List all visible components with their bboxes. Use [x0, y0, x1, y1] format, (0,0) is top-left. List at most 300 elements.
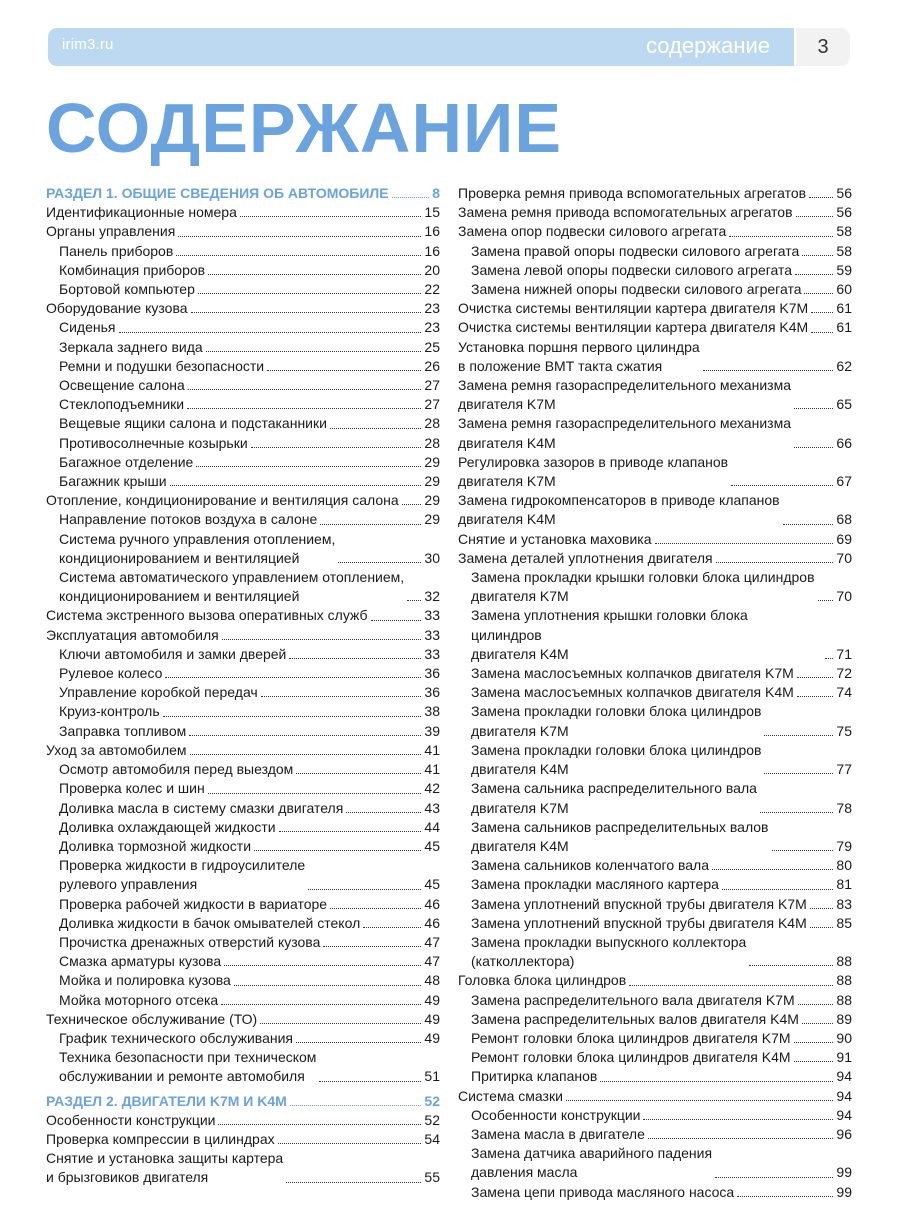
- dot-leader: [176, 255, 421, 256]
- dot-leader: [286, 1182, 421, 1183]
- toc-entry[interactable]: [46, 799, 440, 818]
- dot-leader: [170, 485, 422, 486]
- toc-entry[interactable]: [46, 914, 440, 933]
- toc-entry-title: Техника безопасности при техническом обслуживании и ремонте автомобиля: [59, 1049, 317, 1085]
- toc-entry-page: 39: [424, 722, 440, 739]
- toc-entry[interactable]: [458, 568, 852, 606]
- toc-entry-title: Органы управления: [46, 223, 176, 240]
- toc-entry[interactable]: [46, 299, 440, 318]
- dot-leader: [737, 1196, 833, 1197]
- dot-leader: [165, 677, 421, 678]
- dot-leader: [296, 773, 421, 774]
- toc-entry-title: Проверка жидкости в гидроусилителе рулевого управления: [59, 857, 306, 893]
- dot-leader: [804, 293, 833, 294]
- dot-leader: [716, 562, 834, 563]
- toc-entry-title: Прочистка дренажных отверстий кузова: [59, 933, 321, 950]
- toc-entry-page: 78: [836, 799, 852, 816]
- toc-entry-title: Уход за автомобилем: [46, 741, 187, 758]
- toc-entry-page: 81: [836, 876, 852, 893]
- toc-entry-page: 62: [836, 357, 852, 374]
- toc-entry-page: 80: [836, 857, 852, 874]
- toc-entry[interactable]: [458, 184, 852, 203]
- toc-entry[interactable]: [46, 203, 440, 222]
- toc-entry[interactable]: [458, 1106, 852, 1125]
- dot-leader: [703, 370, 834, 371]
- toc-entry-page: 58: [836, 242, 852, 259]
- header-section-title: содержание: [646, 33, 770, 58]
- dot-leader: [221, 1004, 421, 1005]
- toc-entry[interactable]: [46, 510, 440, 529]
- toc-entry-title: Осмотр автомобиля перед выездом: [59, 761, 294, 778]
- toc-entry[interactable]: [458, 491, 852, 529]
- dot-leader: [794, 408, 833, 409]
- dot-leader: [811, 332, 833, 333]
- toc-entry[interactable]: [46, 702, 440, 721]
- dot-leader: [330, 908, 421, 909]
- toc-entry-page: 94: [836, 1087, 852, 1104]
- toc-entry[interactable]: [458, 1125, 852, 1144]
- toc-entry[interactable]: [458, 683, 852, 702]
- toc-entry-page: 88: [836, 991, 852, 1008]
- dot-leader: [798, 1004, 834, 1005]
- toc-entry[interactable]: [46, 472, 440, 491]
- dot-leader: [764, 773, 833, 774]
- toc-entry-page: 90: [836, 1029, 852, 1046]
- toc-entry-page: 49: [424, 1029, 440, 1046]
- toc-entry[interactable]: [458, 222, 852, 241]
- dot-leader: [392, 197, 430, 198]
- toc-entry-page: 41: [424, 761, 440, 778]
- toc-entry[interactable]: [458, 203, 852, 222]
- toc-entry-page: 52: [424, 1092, 440, 1109]
- dot-leader: [290, 1105, 422, 1106]
- toc-entry[interactable]: [46, 818, 440, 837]
- toc-entry[interactable]: [46, 741, 440, 760]
- dot-leader: [643, 1119, 833, 1120]
- toc-entry-title: Смазка арматуры кузова: [59, 953, 222, 970]
- toc-entry-page: 74: [836, 684, 852, 701]
- dot-leader: [323, 946, 421, 947]
- dot-leader: [749, 965, 833, 966]
- toc-entry-page: 56: [836, 204, 852, 221]
- toc-entry[interactable]: [46, 395, 440, 414]
- toc-entry[interactable]: [46, 1130, 440, 1149]
- toc-entry[interactable]: [458, 1010, 852, 1029]
- dot-leader: [818, 600, 834, 601]
- toc-entry[interactable]: [46, 376, 440, 395]
- toc-entry-page: 15: [424, 204, 440, 221]
- toc-entry-page: 27: [424, 377, 440, 394]
- toc-entry-title: Мойка моторного отсека: [59, 991, 219, 1008]
- toc-entry-title: Проверка компрессии в цилиндрах: [46, 1130, 275, 1147]
- toc-entry-title: Снятие и установка маховика: [458, 530, 652, 547]
- toc-entry-page: 16: [424, 223, 440, 240]
- toc-entry-page: 28: [424, 415, 440, 432]
- dot-leader: [260, 1023, 421, 1024]
- toc-entry-title: Замена ремня привода вспомогательных агрегатов: [458, 204, 793, 221]
- toc-entry[interactable]: [46, 568, 440, 606]
- dot-leader: [289, 658, 421, 659]
- toc-entry[interactable]: [458, 261, 852, 280]
- toc-entry-page: 72: [836, 665, 852, 682]
- toc-entry[interactable]: [46, 280, 440, 299]
- toc-entry-title: Замена датчика аварийного падения давления масла: [471, 1145, 713, 1181]
- toc-entry[interactable]: [458, 376, 852, 414]
- toc-entry-title: Замена сальников распределительных валов двигателя K4M: [471, 818, 769, 854]
- toc-entry[interactable]: [458, 280, 852, 299]
- toc-entry-title: Доливка охлаждающей жидкости: [59, 818, 276, 835]
- toc-entry-page: 69: [836, 530, 852, 547]
- toc-entry-page: 49: [424, 991, 440, 1008]
- toc-entry-page: 32: [424, 588, 440, 605]
- toc-entry-page: 48: [424, 972, 440, 989]
- dot-leader: [648, 1138, 834, 1139]
- toc-entry[interactable]: [458, 338, 852, 376]
- toc-entry[interactable]: [458, 933, 852, 971]
- dot-leader: [794, 1061, 834, 1062]
- dot-leader: [196, 466, 421, 467]
- toc-entry-page: 44: [424, 818, 440, 835]
- dot-leader: [764, 735, 833, 736]
- toc-entry-title: Замена маслосъемных колпачков двигателя K7M: [471, 665, 794, 682]
- toc-entry-page: 36: [424, 684, 440, 701]
- toc-entry-title: Замена опор подвески силового агрегата: [458, 223, 727, 240]
- toc-entry-title: Ремонт головки блока цилиндров двигателя K7M: [471, 1029, 791, 1046]
- dot-leader: [308, 889, 421, 890]
- toc-left-column: [46, 184, 440, 1188]
- toc-entry[interactable]: [46, 837, 440, 856]
- toc-entry-title: Замена уплотнений впускной трубы двигателя K4M: [471, 914, 807, 931]
- dot-leader: [802, 255, 833, 256]
- toc-entry-page: 43: [424, 799, 440, 816]
- toc-entry[interactable]: [458, 549, 852, 568]
- toc-entry-title: График технического обслуживания: [59, 1029, 293, 1046]
- toc-entry[interactable]: [46, 1048, 440, 1086]
- toc-entry-page: 60: [836, 281, 852, 298]
- toc-entry-title: Рулевое колесо: [59, 665, 163, 682]
- toc-entry-page: 91: [836, 1049, 852, 1066]
- toc-entry[interactable]: [46, 1111, 440, 1130]
- toc-entry-page: 99: [836, 1164, 852, 1181]
- toc-section-heading[interactable]: [46, 184, 440, 203]
- toc-entry-page: 47: [424, 953, 440, 970]
- toc-entry-page: 70: [836, 588, 852, 605]
- toc-entry-title: Доливка тормозной жидкости: [59, 837, 252, 854]
- toc-entry[interactable]: [458, 856, 852, 875]
- toc-entry-title: Замена прокладки головки блока цилиндров двигателя K7M: [471, 703, 762, 739]
- toc-entry-title: Притирка клапанов: [471, 1068, 598, 1085]
- dot-leader: [338, 562, 421, 563]
- toc-entry-title: Ремни и подушки безопасности: [59, 357, 265, 374]
- toc-entry-title: Направление потоков воздуха в салоне: [59, 511, 318, 528]
- toc-entry[interactable]: [458, 895, 852, 914]
- toc-entry[interactable]: [458, 991, 852, 1010]
- toc-entry[interactable]: [458, 299, 852, 318]
- dot-leader: [261, 696, 422, 697]
- dot-leader: [731, 485, 833, 486]
- toc-entry[interactable]: [46, 1010, 440, 1029]
- toc-entry[interactable]: [458, 1144, 852, 1182]
- toc-entry[interactable]: [46, 606, 440, 625]
- toc-entry[interactable]: [458, 971, 852, 990]
- dot-leader: [729, 236, 833, 237]
- toc-entry-page: 46: [424, 895, 440, 912]
- toc-entry-page: 66: [836, 434, 852, 451]
- toc-entry[interactable]: [46, 357, 440, 376]
- toc-entry-page: 68: [836, 511, 852, 528]
- dot-leader: [278, 1143, 422, 1144]
- toc-entry-title: Оборудование кузова: [46, 300, 188, 317]
- dot-leader: [811, 312, 833, 313]
- toc-entry[interactable]: [458, 1048, 852, 1067]
- toc-entry-page: 36: [424, 665, 440, 682]
- toc-entry[interactable]: [46, 491, 440, 510]
- toc-entry-page: 55: [424, 1169, 440, 1186]
- toc-entry-page: 33: [424, 626, 440, 643]
- dot-leader: [600, 1081, 833, 1082]
- dot-leader: [407, 600, 421, 601]
- toc-entry-title: Техническое обслуживание (ТО): [46, 1010, 258, 1027]
- toc-entry-page: 96: [836, 1125, 852, 1142]
- toc-entry-page: 59: [836, 261, 852, 278]
- toc-entry-page: 85: [836, 914, 852, 931]
- toc-entry-title: Доливка масла в систему смазки двигателя: [59, 799, 344, 816]
- toc-entry-title: Освещение салона: [59, 377, 185, 394]
- dot-leader: [772, 850, 834, 851]
- toc-entry[interactable]: [458, 702, 852, 740]
- toc-entry-page: 16: [424, 242, 440, 259]
- toc-entry[interactable]: [458, 242, 852, 261]
- toc-entry[interactable]: [46, 261, 440, 280]
- dot-leader: [218, 1124, 421, 1125]
- toc-entry[interactable]: [46, 683, 440, 702]
- toc-entry-title: Проверка ремня привода вспомогательных агрегатов: [458, 185, 807, 201]
- toc-entry[interactable]: [46, 971, 440, 990]
- toc-entry-page: 77: [836, 761, 852, 778]
- toc-entry-title: Особенности конструкции: [471, 1106, 641, 1123]
- toc-entry-title: Заправка топливом: [59, 722, 187, 739]
- toc-entry-title: Замена прокладки масляного картера: [471, 876, 719, 893]
- toc-entry-title: Мойка и полировка кузова: [59, 972, 231, 989]
- toc-entry-title: Бортовой компьютер: [59, 281, 195, 298]
- toc-entry[interactable]: [458, 914, 852, 933]
- dot-leader: [809, 197, 833, 198]
- toc-entry-title: Замена сальников коленчатого вала: [471, 857, 710, 874]
- toc-entry-page: 65: [836, 396, 852, 413]
- toc-entry-page: 58: [836, 223, 852, 240]
- toc-entry-title: Очистка системы вентиляции картера двигателя K7M: [458, 300, 809, 317]
- dot-leader: [797, 696, 834, 697]
- toc-entry-title: Регулировка зазоров в приводе клапанов двигателя K7M: [458, 453, 729, 490]
- toc-entry-page: 29: [424, 473, 440, 490]
- toc-entry-page: 70: [836, 549, 852, 566]
- toc-entry-page: 61: [836, 319, 852, 336]
- toc-entry[interactable]: [458, 664, 852, 683]
- page-title: СОДЕРЖАНИЕ: [46, 89, 563, 167]
- toc-entry[interactable]: [46, 318, 440, 337]
- toc-entry-title: Снятие и установка защиты картера и брызговиков двигателя: [46, 1150, 284, 1186]
- dot-leader: [655, 543, 834, 544]
- dot-leader: [189, 735, 421, 736]
- toc-entry[interactable]: [46, 453, 440, 472]
- dot-leader: [254, 850, 421, 851]
- toc-entry[interactable]: [458, 1183, 852, 1202]
- toc-entry-title: Сиденья: [59, 319, 116, 336]
- toc-entry[interactable]: [46, 991, 440, 1010]
- toc-entry-title: Замена уплотнения крышки головки блока цилиндров двигателя K4M: [471, 607, 748, 662]
- toc-entry[interactable]: [458, 414, 852, 452]
- toc-entry-page: 46: [424, 914, 440, 931]
- toc-entry[interactable]: [458, 818, 852, 856]
- toc-entry-title: Установка поршня первого цилиндра в положение ВМТ такта сжатия: [458, 338, 700, 374]
- toc-entry-page: 26: [424, 357, 440, 374]
- toc-entry-title: Система ручного управления отоплением, кондиционированием и вентиляцией: [59, 530, 336, 566]
- toc-entry-page: 88: [836, 972, 852, 989]
- toc-entry-page: 38: [424, 703, 440, 720]
- toc-entry-title: Замена прокладки крышки головки блока цилиндров двигателя K7M: [471, 569, 815, 605]
- toc-entry-page: 94: [836, 1106, 852, 1123]
- toc-entry-page: 30: [424, 549, 440, 566]
- dot-leader: [222, 639, 422, 640]
- toc-entry[interactable]: [46, 530, 440, 568]
- toc-entry[interactable]: [458, 530, 852, 549]
- toc-entry[interactable]: [458, 1067, 852, 1086]
- toc-entry-title: Замена прокладки головки блока цилиндров двигателя K4M: [471, 741, 762, 778]
- toc-entry-title: Система экстренного вызова оперативных служб: [46, 607, 368, 624]
- toc-entry-page: 75: [836, 722, 852, 739]
- toc-entry-title: Багажное отделение: [59, 453, 194, 470]
- toc-entry[interactable]: [458, 741, 852, 779]
- toc-entry-title: Замена масла в двигателе: [471, 1125, 645, 1142]
- toc-entry-page: 45: [424, 876, 440, 893]
- toc-entry-title: Замена сальника распределительного вала двигателя K7M: [471, 780, 757, 816]
- toc-entry-title: Замена уплотнений впускной трубы двигателя K7M: [471, 895, 807, 912]
- toc-entry-page: 29: [424, 511, 440, 528]
- toc-entry[interactable]: [458, 1087, 852, 1106]
- dot-leader: [760, 812, 834, 813]
- toc-entry[interactable]: [46, 856, 440, 894]
- toc-entry-title: Эксплуатация автомобиля: [46, 626, 219, 643]
- dot-leader: [296, 1042, 421, 1043]
- toc-entry[interactable]: [46, 760, 440, 779]
- dot-leader: [794, 1042, 834, 1043]
- toc-entry-page: 33: [424, 645, 440, 662]
- dot-leader: [795, 274, 833, 275]
- toc-entry[interactable]: [46, 645, 440, 664]
- toc-entry-page: 20: [424, 261, 440, 278]
- toc-entry[interactable]: [46, 1149, 440, 1187]
- toc-entry[interactable]: [46, 434, 440, 453]
- toc-entry-title: Замена ремня газораспределительного механизма двигателя K4M: [458, 415, 791, 451]
- toc-entry-title: Особенности конструкции: [46, 1111, 216, 1128]
- toc-entry-title: Панель приборов: [59, 242, 174, 259]
- toc-entry[interactable]: [46, 338, 440, 357]
- dot-leader: [566, 1100, 834, 1101]
- toc-entry[interactable]: [458, 875, 852, 894]
- dot-leader: [178, 236, 421, 237]
- toc-entry-page: 49: [424, 1010, 440, 1027]
- toc-entry[interactable]: [46, 664, 440, 683]
- dot-leader: [119, 332, 422, 333]
- toc-entry-page: 51: [424, 1068, 440, 1085]
- toc-entry[interactable]: [458, 606, 852, 664]
- toc-entry-page: 23: [424, 300, 440, 317]
- toc-entry-page: 71: [836, 645, 852, 662]
- toc-entry[interactable]: [46, 952, 440, 971]
- toc-entry-title: Замена правой опоры подвески силового агрегата: [471, 242, 800, 259]
- dot-leader: [712, 869, 833, 870]
- dot-leader: [810, 927, 834, 928]
- dot-leader: [279, 831, 422, 832]
- dot-leader: [206, 351, 422, 352]
- toc-entry[interactable]: [458, 1029, 852, 1048]
- dot-leader: [810, 908, 834, 909]
- toc-entry[interactable]: [46, 626, 440, 645]
- toc-entry-title: Замена цепи привода масляного насоса: [471, 1183, 735, 1200]
- toc-entry-title: Вещевые ящики салона и подстаканники: [59, 415, 327, 432]
- toc-entry-page: 94: [836, 1068, 852, 1085]
- toc-entry-page: 99: [836, 1183, 852, 1200]
- dot-leader: [797, 677, 834, 678]
- toc-entry[interactable]: [458, 318, 852, 337]
- dot-leader: [188, 389, 422, 390]
- toc-entry-title: РАЗДЕЛ 2. ДВИГАТЕЛИ K7M И K4M: [46, 1092, 287, 1109]
- toc-entry[interactable]: [46, 414, 440, 433]
- dot-leader: [198, 293, 422, 294]
- toc-entry-title: Противосолнечные козырьки: [59, 434, 248, 451]
- toc-entry[interactable]: [46, 242, 440, 261]
- toc-entry-title: Отопление, кондиционирование и вентиляция салона: [46, 492, 399, 509]
- dot-leader: [163, 716, 422, 717]
- dot-leader: [783, 524, 834, 525]
- toc-entry-title: Комбинация приборов: [59, 261, 206, 278]
- dot-leader: [346, 812, 421, 813]
- toc-section-heading[interactable]: [46, 1092, 440, 1111]
- toc-entry-title: Управление коробкой передач: [59, 684, 258, 701]
- toc-entry-title: Зеркала заднего вида: [59, 338, 203, 355]
- toc-entry[interactable]: [458, 453, 852, 491]
- toc-entry-page: 61: [836, 300, 852, 317]
- toc-entry-title: Система автоматического управлением отоплением, кондиционированием и вентиляцией: [59, 569, 405, 605]
- toc-entry-page: 83: [836, 895, 852, 912]
- toc-entry-title: Замена маслосъемных колпачков двигателя K4M: [471, 684, 794, 701]
- toc-entry-page: 54: [424, 1130, 440, 1147]
- toc-entry-title: Замена нижней опоры подвески силового агрегата: [471, 281, 802, 298]
- dot-leader: [187, 408, 421, 409]
- toc-entry[interactable]: [46, 722, 440, 741]
- dot-leader: [330, 428, 421, 429]
- dot-leader: [208, 274, 421, 275]
- toc-entry-page: 56: [836, 185, 852, 201]
- toc-entry-page: 33: [424, 607, 440, 624]
- toc-entry-page: 29: [424, 453, 440, 470]
- toc-entry[interactable]: [46, 933, 440, 952]
- page-number: 3: [796, 28, 850, 66]
- toc-entry[interactable]: [46, 895, 440, 914]
- toc-entry[interactable]: [46, 222, 440, 241]
- toc-entry[interactable]: [458, 779, 852, 817]
- toc-entry-page: 88: [836, 953, 852, 970]
- toc-entry-page: 27: [424, 396, 440, 413]
- dot-leader: [234, 985, 422, 986]
- toc-entry-title: Доливка жидкости в бачок омывателей стекол: [59, 914, 361, 931]
- toc-entry-title: Проверка колес и шин: [59, 780, 205, 797]
- toc-entry-page: 28: [424, 434, 440, 451]
- toc-entry[interactable]: [46, 779, 440, 798]
- dot-leader: [363, 927, 421, 928]
- toc-entry[interactable]: [46, 1029, 440, 1048]
- toc-entry-title: Замена прокладки выпускного коллектора (катколлектора): [471, 933, 747, 970]
